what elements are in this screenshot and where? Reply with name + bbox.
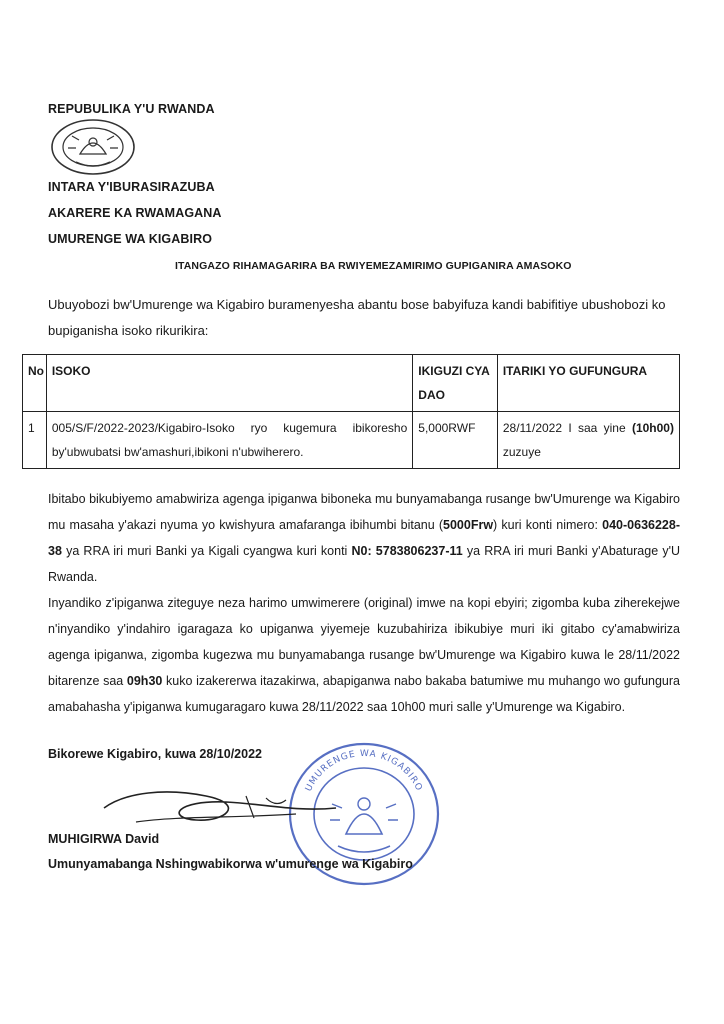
- signer-name: MUHIGIRWA David: [48, 832, 160, 846]
- table-row: [23, 412, 680, 469]
- cell-itariki: [497, 412, 679, 469]
- p1-part1: Ibitabo bikubiyemo amabwiriza agenga ipiganwa biboneka mu bunyamabanga rusange bw'Umurenge wa Kigabiro mu masaha y'akazi nyuma yo kwishyura amafaranga ibihumbi bitanu (: [48, 492, 680, 532]
- date-line: Bikorewe Kigabiro, kuwa 28/10/2022: [48, 747, 262, 761]
- p2-part1: Inyandiko z'ipiganwa ziteguye neza harimo umwimerere (original) imwe na kopi ebyiri; zigomba kuba ziherekejwe n'inyandiko y'indahiro igaragaza ko upiganwa yiyemeje kuzubahiriza ibikubiye muri iki gitabo cy'amabwiriza agenga ipiganwa, zigomba kugezwa mu bunyamabanga rusange bw'Umurenge wa Kigabiro kuwa le 28/11/2022 bitarenze saa: [48, 596, 680, 688]
- body-text: [48, 486, 680, 720]
- header-isoko: ISOKO: [46, 355, 412, 412]
- account-number-1: 040-0636228-38: [48, 518, 680, 558]
- cell-ikiguzi: 5,000RWF: [413, 412, 498, 469]
- cell-no: 1: [23, 412, 47, 469]
- table-header-row: [23, 355, 680, 412]
- republic-heading: REPUBULIKA Y'U RWANDA: [48, 102, 215, 116]
- signer-role: Umunyamabanga Nshingwabikorwa w'umurenge wa Kigabiro: [48, 857, 413, 871]
- rwanda-emblem-icon: [50, 118, 136, 176]
- p1-part2: ) kuri konti nimero:: [493, 518, 603, 532]
- tender-table: [22, 354, 680, 469]
- page-title: ITANGAZO RIHAMAGARIRA BA RWIYEMEZAMIRIMO GUPIGANIRA AMASOKO: [175, 260, 572, 272]
- svg-text:UMURENGE WA KIGABIRO: UMURENGE WA KIGABIRO: [303, 748, 425, 794]
- opening-date: 28/11/2022 I saa yine: [502, 421, 626, 435]
- paragraph-submission: [48, 590, 680, 720]
- deadline-time: 09h30: [126, 674, 163, 688]
- account-number-2: N0: 5783806237-11: [351, 544, 463, 558]
- paragraph-documents: [48, 486, 680, 590]
- p1-part4: ya RRA iri muri Banki y'Abaturage y'U Rwanda.: [48, 544, 680, 584]
- district-heading: AKARERE KA RWAMAGANA: [48, 206, 222, 220]
- opening-suffix: zuzuye: [502, 445, 541, 459]
- fee-amount: 5000Frw: [443, 518, 494, 532]
- opening-time: (10h00): [631, 421, 674, 435]
- cell-isoko: 005/S/F/2022-2023/Kigabiro-Isoko ryo kugemura ibikoresho by'ubwubatsi bw'amashuri,ibikoni n'ubwiherero.: [46, 412, 412, 469]
- sector-heading: UMURENGE WA KIGABIRO: [48, 232, 213, 246]
- p2-part2: kuko izakererwa itazakirwa, abapiganwa nabo bakaba batumiwe mu muhango wo gufungura amabahasha y'ipiganwa kumugaragaro kuwa 28/11/2022 saa 10h00 muri salle y'Umurenge wa Kigabiro.: [48, 674, 680, 714]
- header-no: No: [23, 355, 47, 412]
- intro-paragraph: Ubuyobozi bw'Umurenge wa Kigabiro buramenyesha abantu bose babyifuza kandi babifitiye ubushobozi ko bupiganisha isoko rikurikira:: [48, 297, 666, 338]
- header-itariki: ITARIKI YO GUFUNGURA: [497, 355, 679, 412]
- header-ikiguzi: IKIGUZI CYA DAO: [413, 355, 498, 412]
- p1-part3: ya RRA iri muri Banki ya Kigali cyangwa kuri konti: [61, 544, 352, 558]
- province-heading: INTARA Y'IBURASIRAZUBA: [48, 180, 215, 194]
